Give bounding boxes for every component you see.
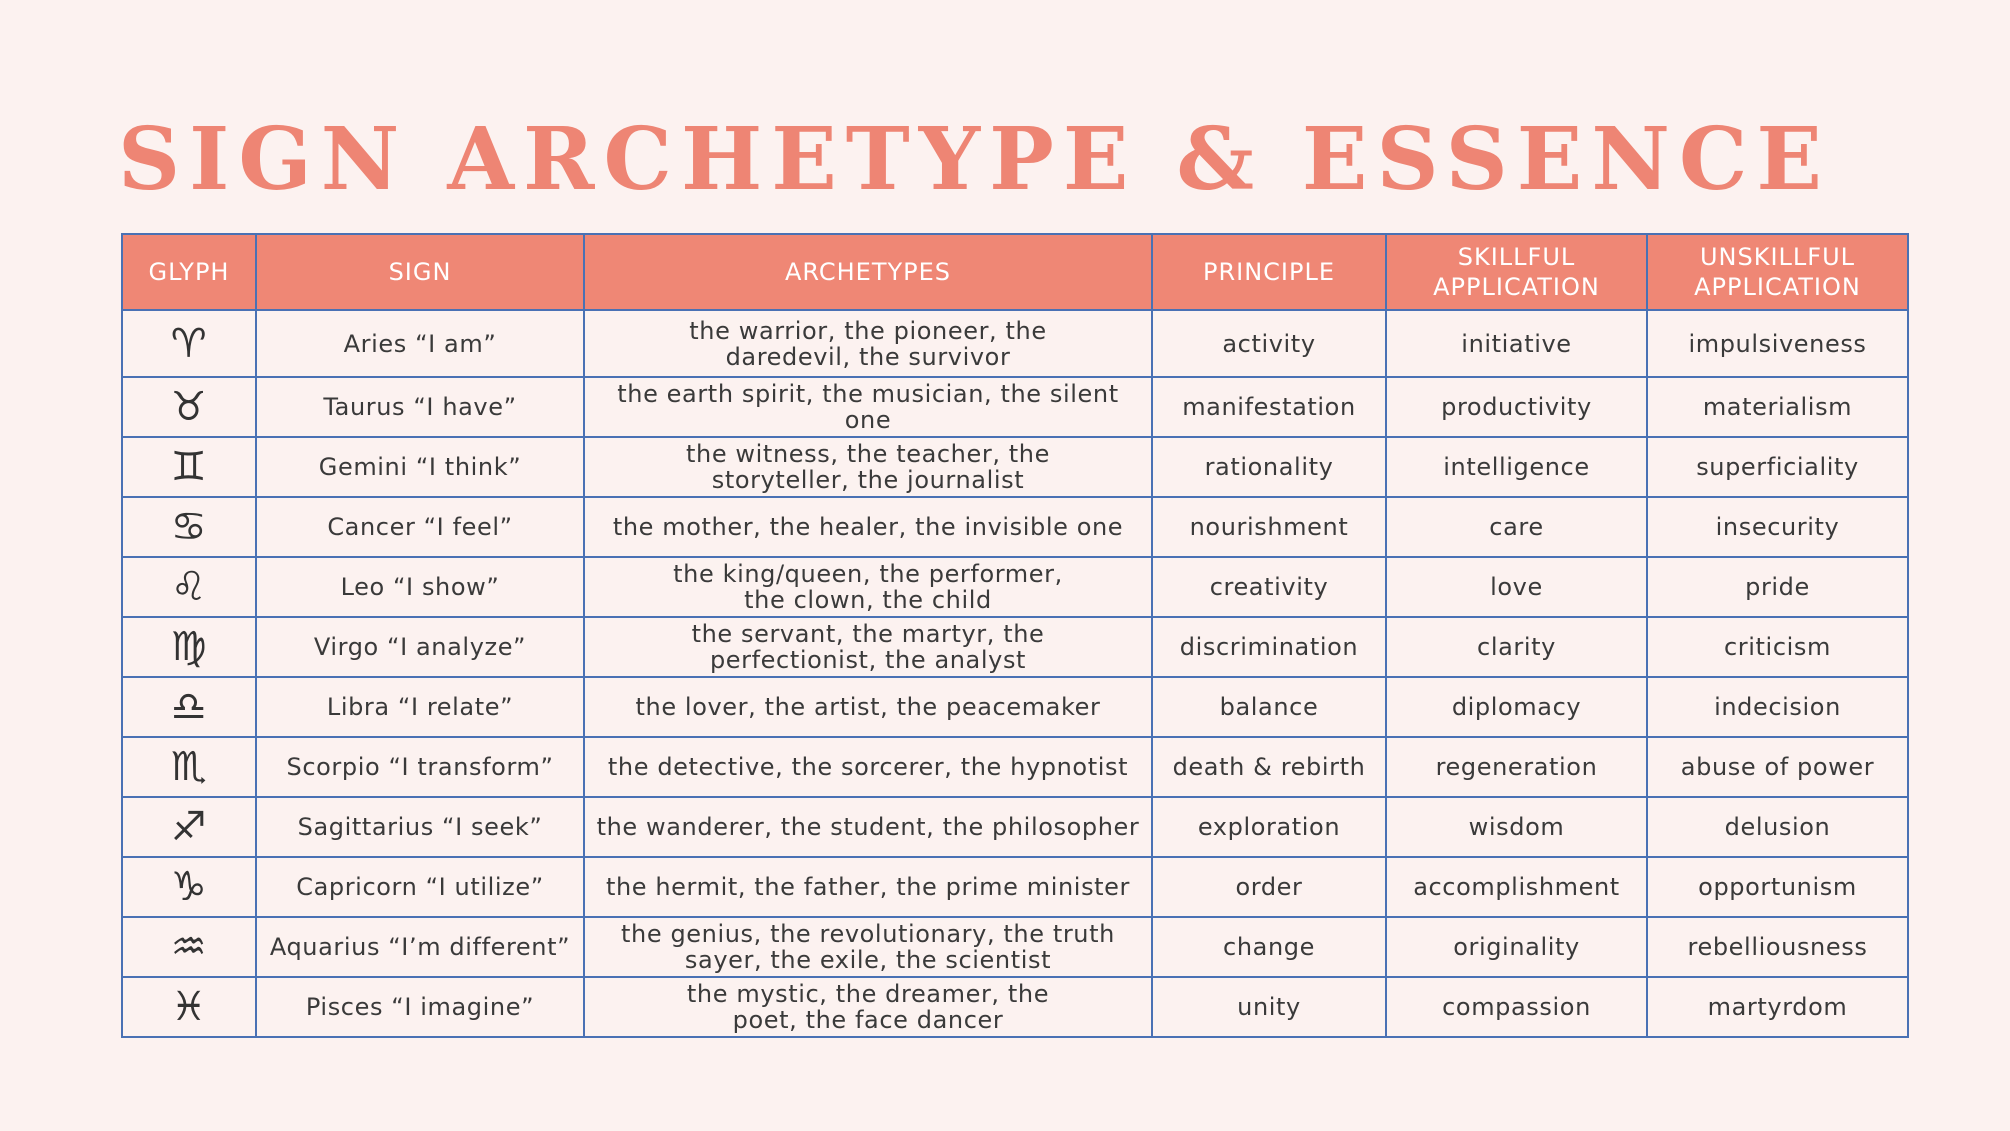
table-row — [122, 857, 1908, 917]
scorpio-glyph-icon: ♏ — [170, 744, 208, 790]
principle-cell: unity — [1152, 977, 1386, 1037]
principle-cell: creativity — [1152, 557, 1386, 617]
glyph-cell — [122, 677, 256, 737]
unskillful-application-cell: insecurity — [1647, 497, 1908, 557]
glyph-cell — [122, 377, 256, 437]
aries-glyph-icon: ♈ — [170, 320, 208, 367]
skillful-application-cell: clarity — [1386, 617, 1647, 677]
glyph-cell — [122, 617, 256, 677]
archetypes-line: daredevil, the survivor — [725, 342, 1011, 371]
table-row — [122, 917, 1908, 977]
unskillful-application-cell: opportunism — [1647, 857, 1908, 917]
archetypes-cell — [584, 857, 1152, 917]
column-header-glyph: GLYPH — [122, 234, 256, 310]
archetypes-cell — [584, 977, 1152, 1037]
table-row — [122, 977, 1908, 1037]
header-line: UNSKILLFUL — [1699, 243, 1856, 271]
archetypes-line: the mystic, the dreamer, the — [686, 980, 1050, 1008]
sign-cell: Pisces “I imagine” — [256, 977, 584, 1037]
unskillful-application-cell: criticism — [1647, 617, 1908, 677]
principle-cell: discrimination — [1152, 617, 1386, 677]
gemini-glyph-icon: ♊ — [170, 444, 208, 490]
page-title: SIGN ARCHETYPE & ESSENCE — [118, 109, 1831, 210]
archetypes-line: the wanderer, the student, the philosopher — [596, 813, 1140, 841]
glyph-cell — [122, 310, 256, 377]
sign-cell: Libra “I relate” — [256, 677, 584, 737]
skillful-application-cell: originality — [1386, 917, 1647, 977]
table-header-row — [122, 234, 1908, 310]
skillful-application-cell: regeneration — [1386, 737, 1647, 797]
archetypes-line: the hermit, the father, the prime minister — [605, 873, 1131, 901]
glyph-cell — [122, 977, 256, 1037]
archetypes-line: the detective, the sorcerer, the hypnotist — [607, 753, 1129, 781]
skillful-application-cell: love — [1386, 557, 1647, 617]
pisces-glyph-icon: ♓ — [170, 984, 208, 1030]
header-line: APPLICATION — [1433, 273, 1600, 301]
skillful-application-cell: wisdom — [1386, 797, 1647, 857]
skillful-application-cell: accomplishment — [1386, 857, 1647, 917]
archetypes-line: the warrior, the pioneer, the — [689, 316, 1047, 345]
glyph-cell — [122, 557, 256, 617]
table-row — [122, 677, 1908, 737]
principle-cell: rationality — [1152, 437, 1386, 497]
sign-cell: Taurus “I have” — [256, 377, 584, 437]
principle-cell: nourishment — [1152, 497, 1386, 557]
glyph-cell — [122, 797, 256, 857]
principle-cell: balance — [1152, 677, 1386, 737]
archetypes-cell — [584, 797, 1152, 857]
capricorn-glyph-icon: ♑ — [170, 864, 208, 910]
unskillful-application-cell: impulsiveness — [1647, 310, 1908, 377]
archetypes-cell — [584, 917, 1152, 977]
skillful-application-cell: diplomacy — [1386, 677, 1647, 737]
principle-cell: manifestation — [1152, 377, 1386, 437]
archetypes-cell — [584, 617, 1152, 677]
table-row — [122, 617, 1908, 677]
skillful-application-cell: productivity — [1386, 377, 1647, 437]
sign-cell: Virgo “I analyze” — [256, 617, 584, 677]
archetypes-cell — [584, 737, 1152, 797]
sign-cell: Aquarius “I’m different” — [256, 917, 584, 977]
archetypes-cell — [584, 377, 1152, 437]
unskillful-application-cell: superficiality — [1647, 437, 1908, 497]
cancer-glyph-icon: ♋ — [170, 504, 208, 550]
sagittarius-glyph-icon: ♐ — [170, 804, 208, 850]
skillful-application-cell: care — [1386, 497, 1647, 557]
glyph-cell — [122, 857, 256, 917]
unskillful-application-cell: abuse of power — [1647, 737, 1908, 797]
sign-cell: Gemini “I think” — [256, 437, 584, 497]
unskillful-application-cell: pride — [1647, 557, 1908, 617]
archetypes-cell — [584, 677, 1152, 737]
sign-cell: Scorpio “I transform” — [256, 737, 584, 797]
skillful-application-cell: initiative — [1386, 310, 1647, 377]
skillful-application-cell: compassion — [1386, 977, 1647, 1037]
libra-glyph-icon: ♎ — [170, 684, 208, 730]
glyph-cell — [122, 437, 256, 497]
unskillful-application-cell: delusion — [1647, 797, 1908, 857]
sign-cell: Capricorn “I utilize” — [256, 857, 584, 917]
glyph-cell — [122, 737, 256, 797]
table-row — [122, 557, 1908, 617]
principle-cell: death & rebirth — [1152, 737, 1386, 797]
archetypes-cell — [584, 310, 1152, 377]
column-header-principle: PRINCIPLE — [1152, 234, 1386, 310]
table-body — [122, 310, 1908, 1037]
archetypes-line: perfectionist, the analyst — [709, 646, 1027, 674]
header-line: APPLICATION — [1694, 273, 1861, 301]
principle-cell: change — [1152, 917, 1386, 977]
table-row — [122, 437, 1908, 497]
column-header-archetypes: ARCHETYPES — [584, 234, 1152, 310]
archetypes-cell — [584, 557, 1152, 617]
table-row — [122, 737, 1908, 797]
principle-cell: exploration — [1152, 797, 1386, 857]
skillful-application-cell: intelligence — [1386, 437, 1647, 497]
table-row — [122, 497, 1908, 557]
sign-cell: Leo “I show” — [256, 557, 584, 617]
sign-cell: Sagittarius “I seek” — [256, 797, 584, 857]
table-row — [122, 797, 1908, 857]
archetypes-line: the earth spirit, the musician, the silent one — [617, 380, 1119, 434]
archetypes-line: storyteller, the journalist — [711, 466, 1025, 494]
archetypes-line: the genius, the revolutionary, the truth — [621, 920, 1115, 948]
virgo-glyph-icon: ♍ — [170, 624, 208, 670]
archetypes-cell — [584, 437, 1152, 497]
column-header-skillful-application — [1386, 234, 1647, 310]
sign-cell: Cancer “I feel” — [256, 497, 584, 557]
sign-archetype-table — [121, 233, 1909, 1038]
unskillful-application-cell: indecision — [1647, 677, 1908, 737]
principle-cell: order — [1152, 857, 1386, 917]
unskillful-application-cell: rebelliousness — [1647, 917, 1908, 977]
unskillful-application-cell: martyrdom — [1647, 977, 1908, 1037]
archetypes-line: poet, the face dancer — [732, 1006, 1004, 1034]
archetypes-line: the king/queen, the performer, — [673, 560, 1063, 588]
table-row — [122, 377, 1908, 437]
archetypes-line: the servant, the martyr, the — [691, 620, 1045, 648]
taurus-glyph-icon: ♉ — [170, 384, 208, 430]
column-header-unskillful-application — [1647, 234, 1908, 310]
leo-glyph-icon: ♌ — [170, 564, 208, 610]
archetypes-line: the clown, the child — [744, 586, 992, 614]
table-row — [122, 310, 1908, 377]
unskillful-application-cell: materialism — [1647, 377, 1908, 437]
glyph-cell — [122, 917, 256, 977]
sign-cell: Aries “I am” — [256, 310, 584, 377]
header-line: SKILLFUL — [1457, 243, 1576, 271]
archetypes-line: the witness, the teacher, the — [686, 440, 1050, 468]
archetypes-cell — [584, 497, 1152, 557]
archetypes-line: the mother, the healer, the invisible one — [612, 513, 1124, 541]
column-header-sign: SIGN — [256, 234, 584, 310]
archetypes-line: the lover, the artist, the peacemaker — [635, 693, 1101, 721]
glyph-cell — [122, 497, 256, 557]
principle-cell: activity — [1152, 310, 1386, 377]
aquarius-glyph-icon: ♒ — [170, 924, 208, 970]
archetypes-line: sayer, the exile, the scientist — [684, 946, 1052, 974]
